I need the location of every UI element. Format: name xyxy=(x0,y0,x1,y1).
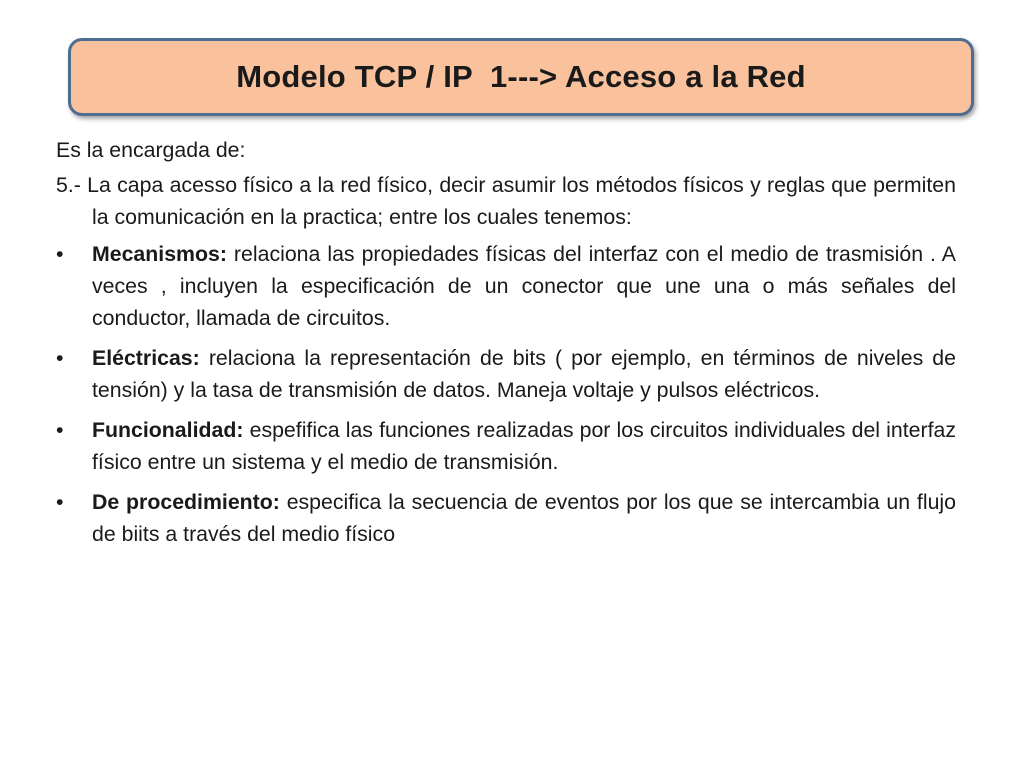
slide-body xyxy=(56,134,956,558)
bullet-term: De procedimiento: xyxy=(92,490,280,514)
bullet-description: espefifica las funciones realizadas por los circuitos individuales del interfaz físico entre un sistema y el medio de transmisión. xyxy=(92,418,956,474)
bullet-icon: • xyxy=(56,418,64,442)
bullet-description: especifica la secuencia de eventos por los que se intercambia un flujo de biits a través del medio físico xyxy=(92,490,956,546)
bullet-icon: • xyxy=(56,242,64,266)
title-banner xyxy=(68,38,974,116)
bullet-icon: • xyxy=(56,490,64,514)
intro-text: Es la encargada de: xyxy=(56,138,246,162)
bullet-term: Funcionalidad: xyxy=(92,418,244,442)
slide-title: Modelo TCP / IP 1---> Acceso a la Red xyxy=(236,59,806,94)
bullet-item-funcionalidad xyxy=(56,414,956,478)
bullet-text xyxy=(92,346,956,402)
bullet-text xyxy=(92,490,956,546)
bullet-icon: • xyxy=(56,346,64,370)
numbered-point: 5.- La capa acesso físico a la red físico, decir asumir los métodos físicos y reglas que permiten la comunicación en la practica; entre los cuales tenemos: xyxy=(56,173,956,229)
bullet-term: Eléctricas: xyxy=(92,346,200,370)
bullet-item-procedimiento xyxy=(56,486,956,550)
bullet-description: relaciona las propiedades físicas del interfaz con el medio de trasmisión . A veces , incluyen la especificación de un conector que une una o más señales del conductor, llamada de circuitos. xyxy=(92,242,956,330)
bullet-item-electricas xyxy=(56,342,956,406)
bullet-item-mecanismos xyxy=(56,238,956,334)
bullet-text xyxy=(92,242,956,330)
bullet-description: relaciona la representación de bits ( por ejemplo, en términos de niveles de tensión) y la tasa de transmisión de datos. Maneja voltaje y pulsos eléctricos. xyxy=(92,346,956,402)
bullet-text xyxy=(92,418,956,474)
bullet-term: Mecanismos: xyxy=(92,242,227,266)
